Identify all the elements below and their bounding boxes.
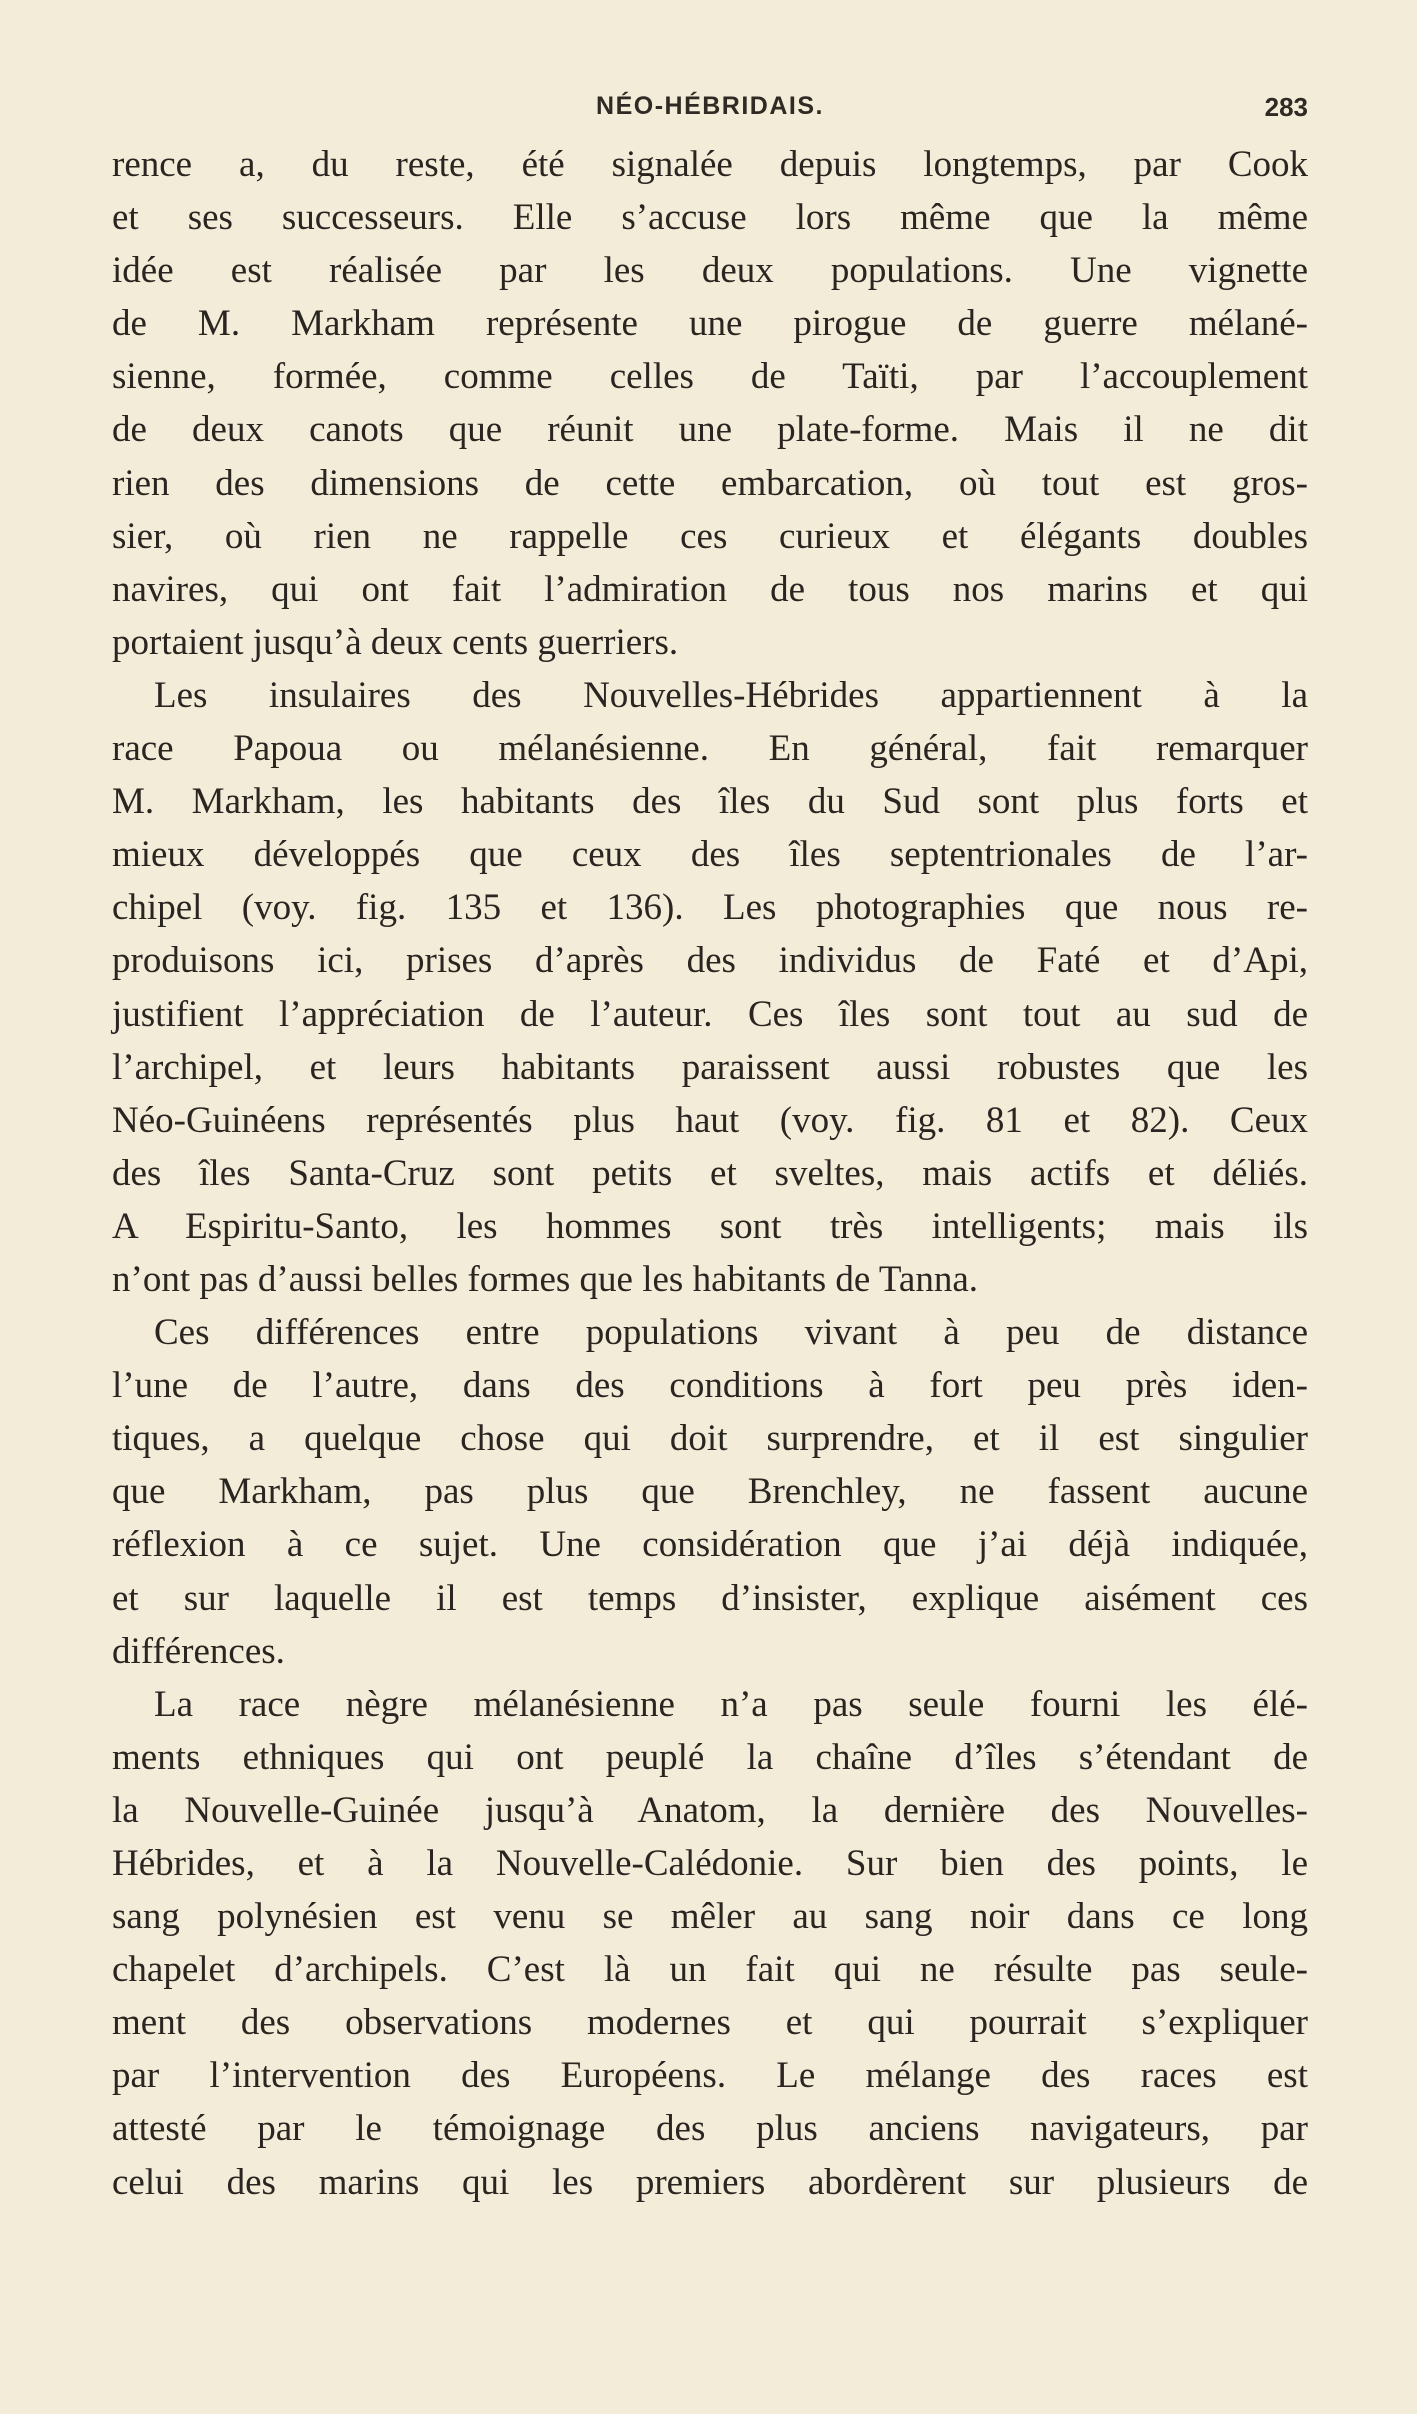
text-line: rien des dimensions de cette embarcation, où tout est gros-	[112, 462, 1308, 504]
text-line: par l’intervention des Européens. Le mélange des races est	[112, 2055, 1308, 2097]
text-line: idée est réalisée par les deux populations. Une vignette	[112, 250, 1308, 292]
text-line: tiques, a quelque chose qui doit surprendre, et il est singulier	[112, 1418, 1308, 1460]
text-line: portaient jusqu’à deux cents guerriers.	[112, 621, 679, 663]
text-line: celui des marins qui les premiers abordèrent sur plusieurs de	[112, 2161, 1308, 2203]
text-line: M. Markham, les habitants des îles du Sud sont plus forts et	[112, 781, 1308, 823]
text-line: chipel (voy. fig. 135 et 136). Les photographies que nous re-	[112, 887, 1308, 929]
text-line: navires, qui ont fait l’admiration de tous nos marins et qui	[112, 568, 1308, 610]
text-line: mieux développés que ceux des îles septentrionales de l’ar-	[112, 834, 1308, 876]
text-line: n’ont pas d’aussi belles formes que les habitants de Tanna.	[112, 1258, 979, 1300]
text-line: réflexion à ce sujet. Une considération que j’ai déjà indiquée,	[112, 1524, 1308, 1566]
body-text	[112, 138, 1308, 2209]
text-line: de M. Markham représente une pirogue de guerre mélané-	[112, 303, 1308, 345]
running-head	[112, 92, 1308, 128]
text-line: attesté par le témoignage des plus anciens navigateurs, par	[112, 2108, 1308, 2150]
text-line: l’archipel, et leurs habitants paraissent aussi robustes que les	[112, 1046, 1308, 1088]
text-line: Néo-Guinéens représentés plus haut (voy. fig. 81 et 82). Ceux	[112, 1099, 1308, 1141]
text-line: la Nouvelle-Guinée jusqu’à Anatom, la dernière des Nouvelles-	[112, 1789, 1308, 1831]
text-line: rence a, du reste, été signalée depuis longtemps, par Cook	[112, 144, 1308, 185]
text-line: Hébrides, et à la Nouvelle-Calédonie. Sur bien des points, le	[112, 1843, 1308, 1884]
text-line: La race nègre mélanésienne n’a pas seule fourni les élé-	[154, 1683, 1308, 1725]
text-line: chapelet d’archipels. C’est là un fait qui ne résulte pas seule-	[112, 1949, 1308, 1991]
text-line: ment des observations modernes et qui pourrait s’expliquer	[112, 2002, 1308, 2044]
text-line: de deux canots que réunit une plate-forme. Mais il ne dit	[112, 409, 1308, 451]
text-line: Ces différences entre populations vivant à peu de distance	[154, 1312, 1308, 1354]
text-line: sienne, formée, comme celles de Taïti, par l’accouplement	[112, 356, 1308, 398]
text-line: race Papoua ou mélanésienne. En général, fait remarquer	[112, 728, 1308, 770]
text-line: sang polynésien est venu se mêler au sang noir dans ce long	[112, 1896, 1308, 1938]
text-line: et sur laquelle il est temps d’insister, explique aisément ces	[112, 1577, 1308, 1619]
text-line: et ses successeurs. Elle s’accuse lors même que la même	[112, 197, 1308, 239]
text-line: A Espiritu-Santo, les hommes sont très intelligents; mais ils	[112, 1205, 1308, 1247]
text-line: ments ethniques qui ont peuplé la chaîne d’îles s’étendant de	[112, 1736, 1308, 1778]
text-line: justifient l’appréciation de l’auteur. Ces îles sont tout au sud de	[112, 993, 1308, 1035]
text-line: différences.	[112, 1630, 285, 1672]
text-line: produisons ici, prises d’après des individus de Faté et d’Api,	[112, 940, 1308, 982]
text-line: Les insulaires des Nouvelles-Hébrides appartiennent à la	[154, 674, 1308, 716]
text-line: des îles Santa-Cruz sont petits et sveltes, mais actifs et déliés.	[112, 1152, 1308, 1194]
running-head-title: NÉO-HÉBRIDAIS.	[596, 92, 824, 120]
text-line: l’une de l’autre, dans des conditions à fort peu près iden-	[112, 1365, 1308, 1407]
text-line: sier, où rien ne rappelle ces curieux et élégants doubles	[112, 515, 1308, 557]
page-number: 283	[1264, 92, 1308, 122]
text-line: que Markham, pas plus que Brenchley, ne fassent aucune	[112, 1471, 1308, 1513]
